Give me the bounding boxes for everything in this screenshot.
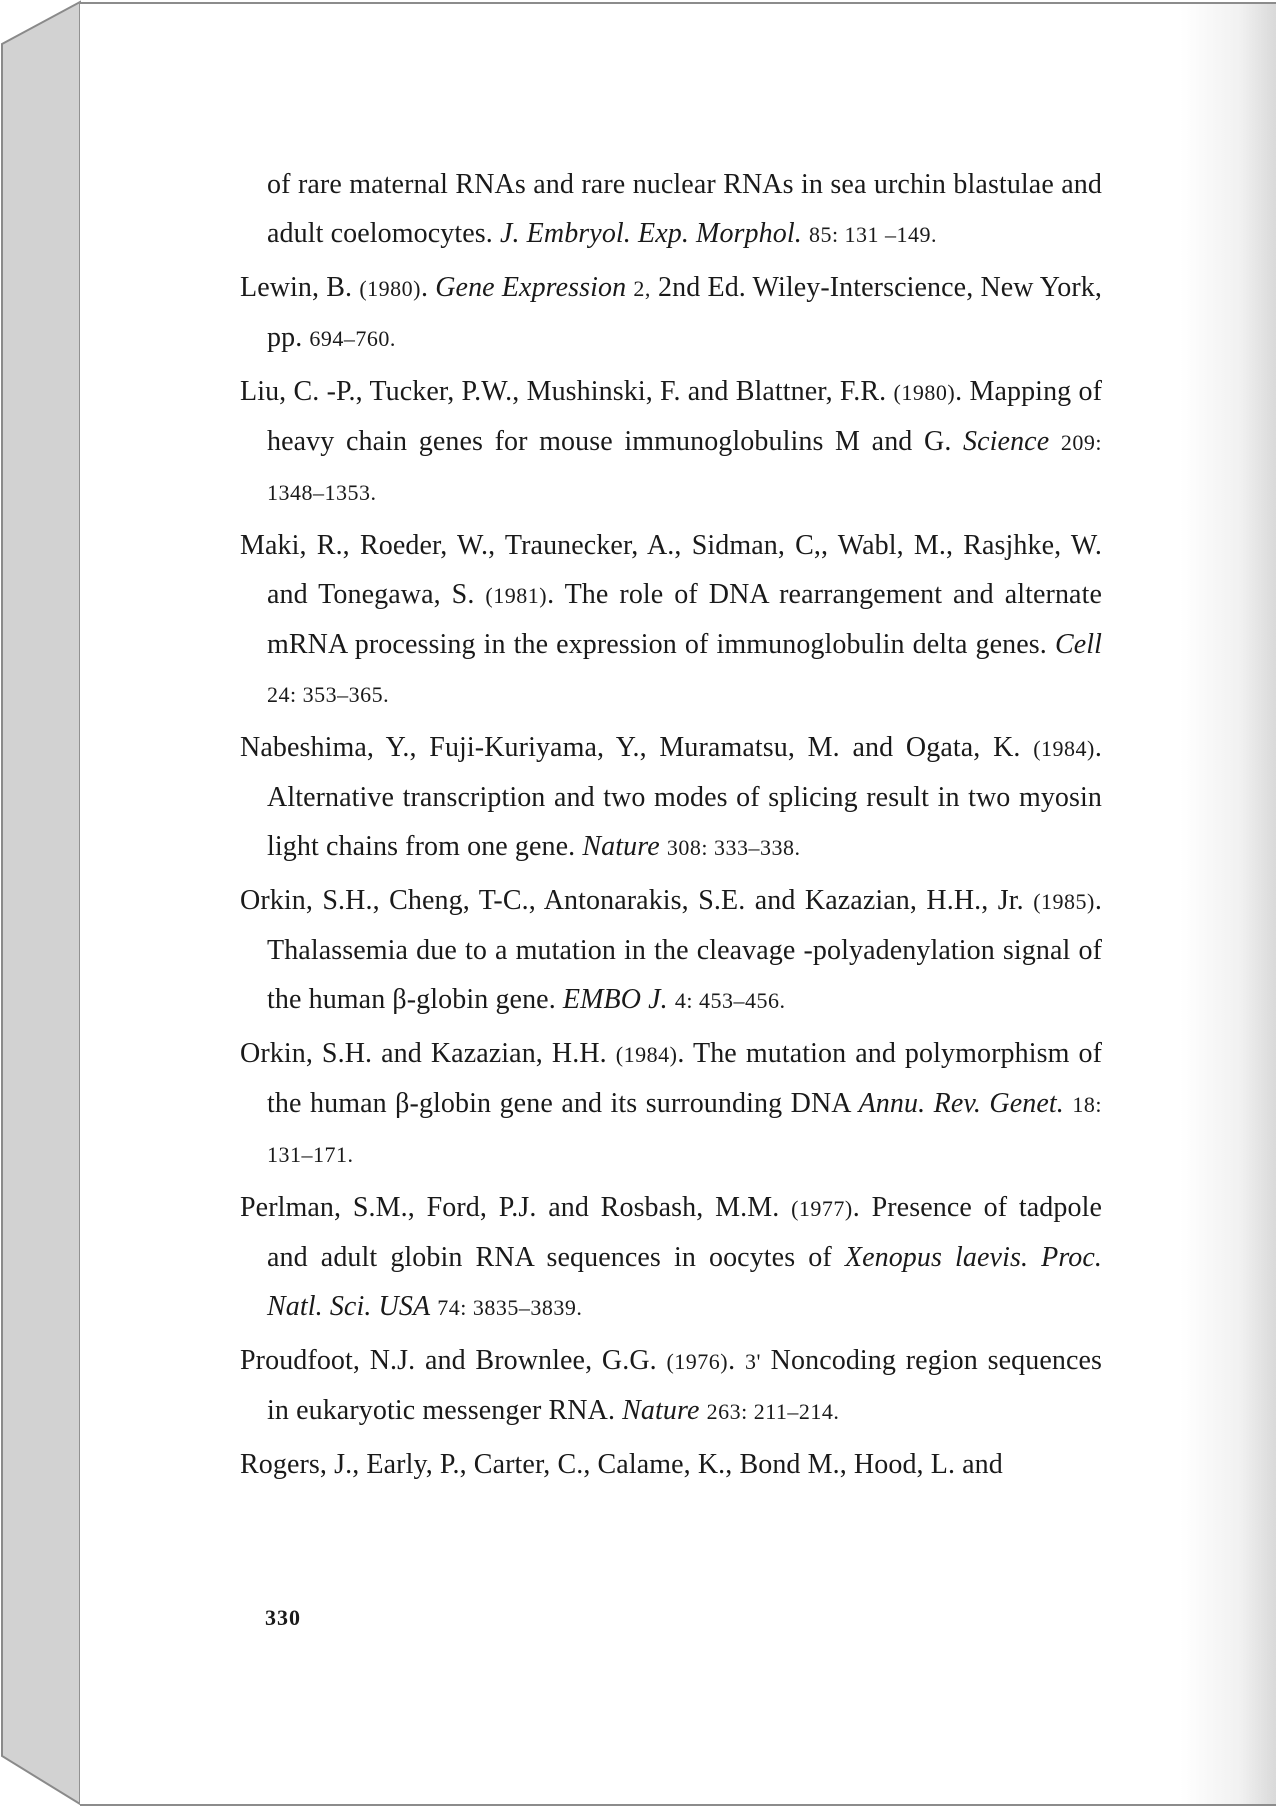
citation-number: 24: 353–365. [267, 682, 390, 707]
reference-text: Orkin, S.H., Cheng, T-C., Antonarakis, S.E. and Kazazian, H.H., Jr. [240, 885, 1034, 916]
reference-text [660, 831, 667, 862]
citation-number: 18: 131–171. [267, 1092, 1102, 1167]
journal-title: Science [963, 426, 1050, 457]
reference-text: Nabeshima, Y., Fuji-Kuriyama, Y., Muramatsu, M. and Ogata, K. [240, 732, 1034, 763]
reference-text [700, 1395, 707, 1426]
reference-text: Noncoding region sequences in eukaryotic messenger RNA. [267, 1345, 1103, 1426]
citation-number: (1985) [1033, 889, 1095, 914]
citation-number: 308: 333–338. [666, 835, 801, 860]
journal-title: Gene Expression [435, 272, 627, 303]
reference-text: . [420, 272, 436, 303]
citation-number: 694–760. [309, 326, 396, 351]
citation-number: 2, [633, 276, 651, 301]
reference-text: . Mapping of heavy chain genes for mouse immunoglobulins M and G. [267, 376, 1102, 457]
citation-number: 263: 211–214. [706, 1399, 840, 1424]
reference-text: . [728, 1345, 745, 1376]
citation-number: (1980) [359, 276, 421, 301]
reference-text: . Alternative transcription and two modes of splicing result in two myosin light chains from one gene. [267, 732, 1102, 862]
reference-text: of rare maternal RNAs and rare nuclear RNAs in sea urchin blastulae and adult coelomocytes. [267, 169, 1102, 249]
page-number: 330 [265, 1605, 301, 1630]
journal-title: Nature [582, 831, 660, 862]
reference-text: 2nd Ed. Wiley-Interscience, New York, pp. [267, 272, 1102, 353]
reference-text: Orkin, S.H. and Kazazian, H.H. [240, 1038, 616, 1069]
reference-entry [240, 723, 1102, 872]
reference-entry [240, 1029, 1102, 1179]
reference-text [668, 984, 675, 1015]
citation-number: 3' [744, 1349, 761, 1374]
journal-title: EMBO J. [562, 984, 668, 1015]
citation-number: (1984) [1033, 736, 1095, 761]
journal-title: Xenopus laevis. Proc. Natl. Sci. USA [267, 1242, 1103, 1322]
journal-title: J. Embryol. Exp. Morphol. [499, 218, 802, 249]
citation-number: (1976) [666, 1349, 729, 1374]
reference-entry [240, 263, 1102, 363]
citation-number: (1980) [893, 380, 956, 405]
reference-entry [240, 367, 1102, 517]
journal-title: Annu. Rev. Genet. [858, 1088, 1064, 1119]
reference-text: Maki, R., Roeder, W., Traunecker, A., Sidman, C,, Wabl, M., Rasjhke, W. and Tonegawa, S. [240, 530, 1102, 610]
reference-text: Rogers, J., Early, P., Carter, C., Calame, K., Bond M., Hood, L. and [240, 1449, 1003, 1480]
reference-text: . Presence of tadpole and adult globin RNA sequences in oocytes of [267, 1192, 1103, 1273]
journal-title: Cell [1054, 629, 1102, 660]
reference-text [802, 218, 809, 249]
citation-number: (1984) [615, 1042, 678, 1067]
reference-text: Liu, C. -P., Tucker, P.W., Mushinski, F. and Blattner, F.R. [240, 376, 894, 407]
reference-text: Perlman, S.M., Ford, P.J. and Rosbash, M.M. [240, 1192, 792, 1223]
reference-entry [240, 1183, 1102, 1332]
citation-number: 4: 453–456. [674, 988, 786, 1013]
journal-title: Nature [622, 1395, 700, 1426]
citation-number: 74: 3835–3839. [437, 1295, 583, 1320]
citation-number: (1977) [791, 1196, 853, 1221]
reference-entry [240, 521, 1102, 719]
reference-text: Proudfoot, N.J. and Brownlee, G.G. [240, 1345, 667, 1376]
citation-number: 85: 131 –149. [808, 222, 938, 247]
citation-number: 209: 1348–1353. [267, 430, 1102, 505]
reference-entry-continued [240, 160, 1102, 259]
reference-entry [240, 876, 1102, 1025]
reference-text [1049, 426, 1061, 457]
reference-text: Lewin, B. [240, 272, 360, 303]
reference-text: . The mutation and polymorphism of the human β-globin gene and its surrounding DNA [267, 1038, 1102, 1119]
reference-text: . Thalassemia due to a mutation in the cleavage -polyadenylation signal of the human β-globin gene. [267, 885, 1102, 1015]
reference-entry [240, 1440, 1102, 1489]
reference-list [240, 160, 1102, 1493]
reference-text: . The role of DNA rearrangement and alternate mRNA processing in the expression of immunoglobulin delta genes. [267, 579, 1102, 660]
reference-entry [240, 1336, 1102, 1436]
citation-number: (1981) [485, 583, 548, 608]
